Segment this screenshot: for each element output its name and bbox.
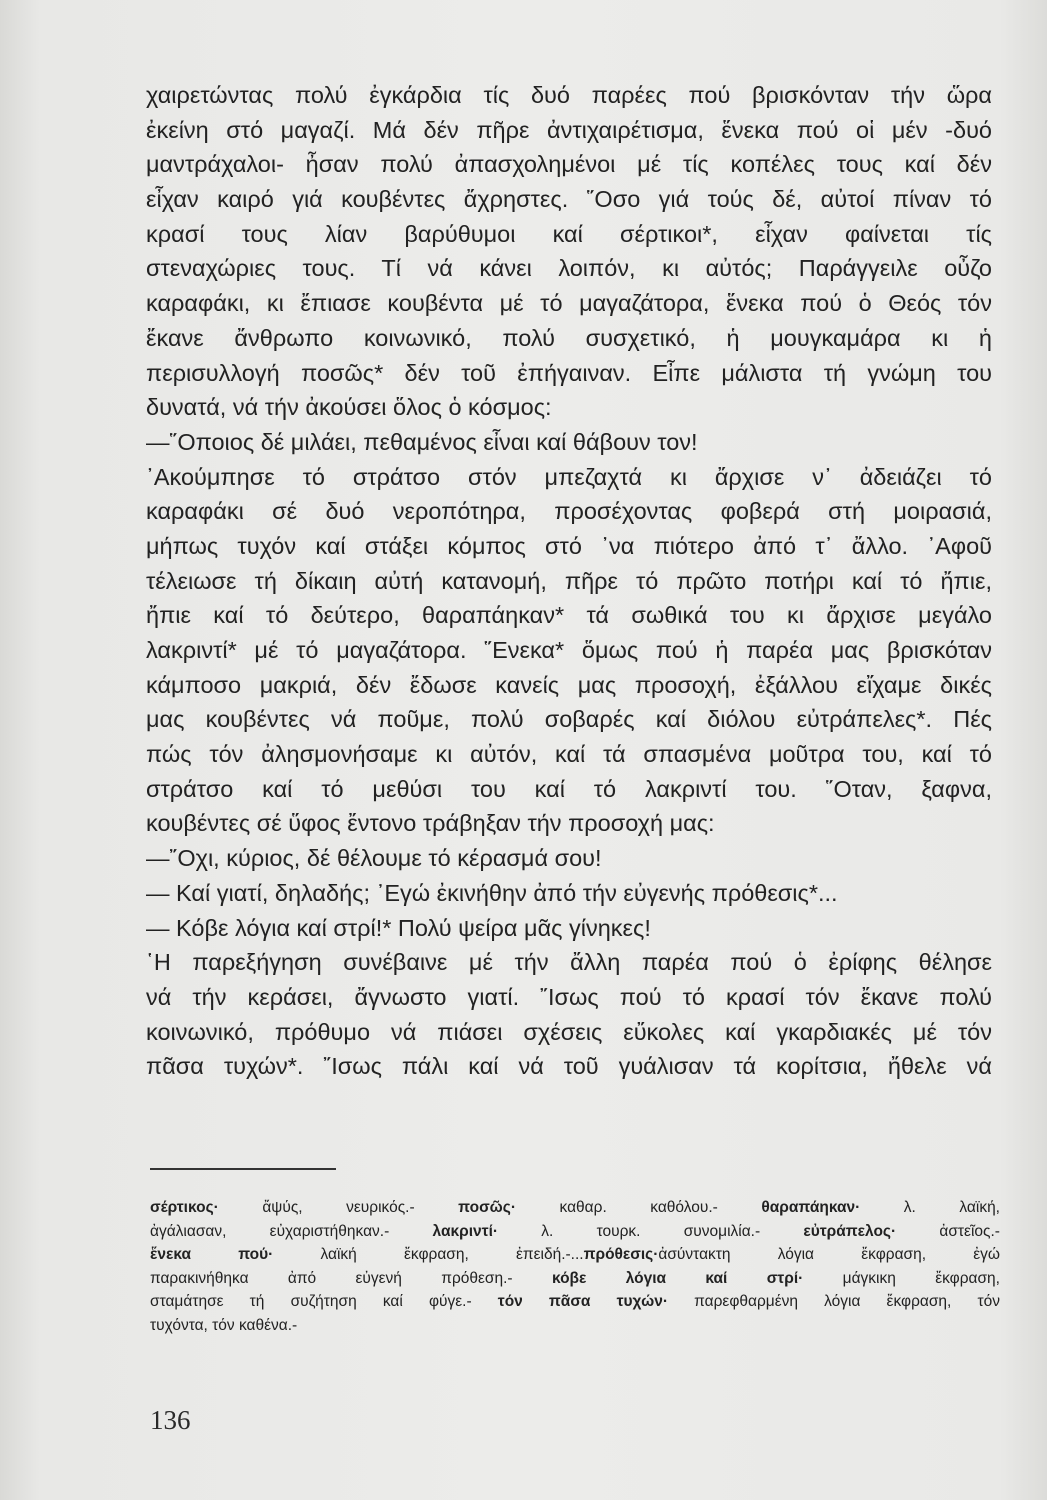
text-line: κάμποσο μακριά, δέν ἔδωσε κανείς μας προσοχή, ἐξάλλου εἴχαμε δικές bbox=[146, 671, 992, 698]
footnote-term: κόβε λόγια καί στρί· bbox=[551, 1269, 804, 1287]
text-line: ἔκανε ἄνθρωπο κοινωνικό, πολύ συσχετικό, ἡ μουγκαμάρα κι ἡ bbox=[146, 324, 992, 351]
dialogue-line: — Κόβε λόγια καί στρί!* Πολύ ψείρα μᾶς γίνηκες! bbox=[146, 914, 651, 941]
footnote-definition: ἀσύντακτη λόγια ἔκφραση, ἐγώ bbox=[658, 1246, 1000, 1264]
dialogue-line: —῞Οποιος δέ μιλάει, πεθαμένος εἶναι καί θάβουν τον! bbox=[146, 428, 698, 455]
text-line: κουβέντες σέ ὕφος ἔντονο τράβηξαν τήν προσοχή μας: bbox=[146, 810, 715, 837]
footnote-definition: λ. τουρκ. συνομιλία.- bbox=[498, 1222, 804, 1240]
footnote-definition: μάγκικη ἔκφραση, bbox=[803, 1269, 1000, 1287]
footnote-definition: καθαρ. καθόλου.- bbox=[516, 1199, 762, 1216]
text-line: ἐκείνη στό μαγαζί. Μά δέν πῆρε ἀντιχαιρέτισμα, ἕνεκα πού οἱ μέν -δυό bbox=[146, 116, 992, 143]
footnote-definition: ἄψύς, νευρικός.- bbox=[218, 1199, 459, 1216]
text-line: πώς τόν ἀλησμονήσαμε κι αὐτόν, καί τά σπασμένα μοῦτρα του, καί τό bbox=[146, 741, 992, 768]
text-line: περισυλλογή ποσῶς* δέν τοῦ ἐπήγαιναν. Εἶπε μάλιστα τή γνώμη του bbox=[146, 359, 992, 386]
footnotes bbox=[150, 1196, 1000, 1338]
text-line: πᾶσα τυχών*. ῎Ισως πάλι καί νά τοῦ γυάλισαν τά κορίτσια, ἤθελε νά bbox=[146, 1053, 992, 1080]
text-line: κρασί τους λίαν βαρύθυμοι καί σέρτικοι*, εἶχαν φαίνεται τίς bbox=[146, 220, 992, 247]
body-text bbox=[146, 78, 992, 1084]
footnote-term: ποσῶς· bbox=[458, 1199, 516, 1216]
footnote-definition: ἀγάλιασαν, εὐχαριστήθηκαν.- bbox=[150, 1222, 433, 1240]
text-line: καραφάκι, κι ἔπιασε κουβέντα μέ τό μαγαζάτορα, ἕνεκα πού ὁ Θεός τόν bbox=[146, 290, 992, 317]
footnote-line bbox=[150, 1243, 1000, 1267]
footnote-definition: σταμάτησε τή συζήτηση καί φύγε.- bbox=[150, 1293, 498, 1311]
text-line: εἶχαν καιρό γιά κουβέντες ἄχρηστες. ῞Οσο γιά τούς δέ, αὐτοί πίναν τό bbox=[146, 186, 992, 213]
text-line: δυνατά, νά τήν ἀκούσει ὅλος ὁ κόσμος: bbox=[146, 394, 552, 421]
footnote-term: σέρτικος· bbox=[150, 1199, 219, 1216]
footnote-line bbox=[150, 1196, 1000, 1220]
text-line: ῾Η παρεξήγηση συνέβαινε μέ τήν ἄλλη παρέα πού ὁ ἐρίφης θέλησε bbox=[146, 949, 992, 976]
text-line: στράτσο καί τό μεθύσι του καί τό λακριντί του. ῞Οταν, ξαφνα, bbox=[146, 775, 992, 802]
footnote-definition: λ. λαϊκή, bbox=[860, 1199, 1000, 1216]
footnote-term: εὐτράπελος· bbox=[803, 1222, 897, 1240]
text-line: μας κουβέντες νά ποῦμε, πολύ σοβαρές καί διόλου εὐτράπελες*. Πές bbox=[146, 706, 992, 733]
footnote-term: τόν πᾶσα τυχών· bbox=[497, 1293, 669, 1311]
text-line: λακριντί* μέ τό μαγαζάτορα. ῞Ενεκα* ὅμως πού ἡ παρέα μας βρισκόταν bbox=[146, 637, 992, 663]
footnote-line bbox=[150, 1267, 1000, 1291]
dialogue-line: —῎Οχι, κύριος, δέ θέλουμε τό κέρασμά σου! bbox=[146, 845, 602, 872]
text-line: ἤπιε καί τό δεύτερο, θαραπάηκαν* τά σωθικά του κι ἄρχισε μεγάλο bbox=[146, 602, 992, 629]
text-line: ᾿Ακούμπησε τό στράτσο στόν μπεζαχτά κι ἄρχισε ν᾿ ἀδειάζει τό bbox=[146, 463, 992, 490]
footnote-term: λακριντί· bbox=[432, 1222, 499, 1240]
page-number: 136 bbox=[150, 1405, 191, 1435]
footnote-line bbox=[150, 1220, 1000, 1244]
footnote-term: θαραπάηκαν· bbox=[761, 1199, 861, 1216]
footnote-term: πρόθεσις· bbox=[583, 1246, 659, 1264]
text-line: χαιρετώντας πολύ ἐγκάρδια τίς δυό παρέες πού βρισκόνταν τήν ὥρα bbox=[146, 82, 992, 108]
footnote-definition: ἀστεῖος.- bbox=[896, 1222, 1000, 1240]
text-line: μήπως τυχόν καί στάξει κόμπος στό ᾿να πιότερο ἀπό τ᾿ ἄλλο. ᾿Αφοῦ bbox=[146, 532, 992, 559]
text-line: τέλειωσε τή δίκαιη αὐτή κατανομή, πῆρε τό πρῶτο ποτήρι καί τό ἤπιε, bbox=[146, 567, 992, 594]
text-line: στεναχώριες τους. Τί νά κάνει λοιπόν, κι αὐτός; Παράγγειλε οὖζο bbox=[146, 255, 992, 282]
footnote-line bbox=[150, 1290, 1000, 1314]
footnote-definition: τυχόντα, τόν καθένα.- bbox=[150, 1316, 298, 1334]
text-line: κοινωνικό, πρόθυμο νά πιάσει σχέσεις εὔκολες καί γκαρδιακές μέ τόν bbox=[146, 1018, 992, 1045]
footnote-definition: λαϊκή ἔκφραση, ἐπειδή.-... bbox=[273, 1246, 584, 1264]
dialogue-line: — Καί γιατί, δηλαδής; ᾿Εγώ ἐκινήθην ἀπό τήν εὐγενής πρόθεσις*... bbox=[146, 879, 838, 906]
text-line: νά τήν κεράσει, ἄγνωστο γιατί. ῎Ισως πού τό κρασί τόν ἔκανε πολύ bbox=[146, 983, 992, 1010]
footnote-definition: παρεφθαρμένη λόγια ἔκφραση, τόν bbox=[668, 1293, 1000, 1311]
footnote-term: ἕνεκα πού· bbox=[150, 1246, 274, 1264]
footnote-divider bbox=[150, 1168, 336, 1170]
text-line: μαντράχαλοι- ἦσαν πολύ ἀπασχολημένοι μέ τίς κοπέλες τους καί δέν bbox=[146, 151, 992, 178]
text-line: καραφάκι σέ δυό νεροπότηρα, προσέχοντας φοβερά στή μοιρασιά, bbox=[146, 498, 992, 525]
footnote-line bbox=[150, 1314, 1000, 1338]
footnote-definition: παρακινήθηκα ἀπό εὐγενή πρόθεση.- bbox=[150, 1269, 552, 1287]
